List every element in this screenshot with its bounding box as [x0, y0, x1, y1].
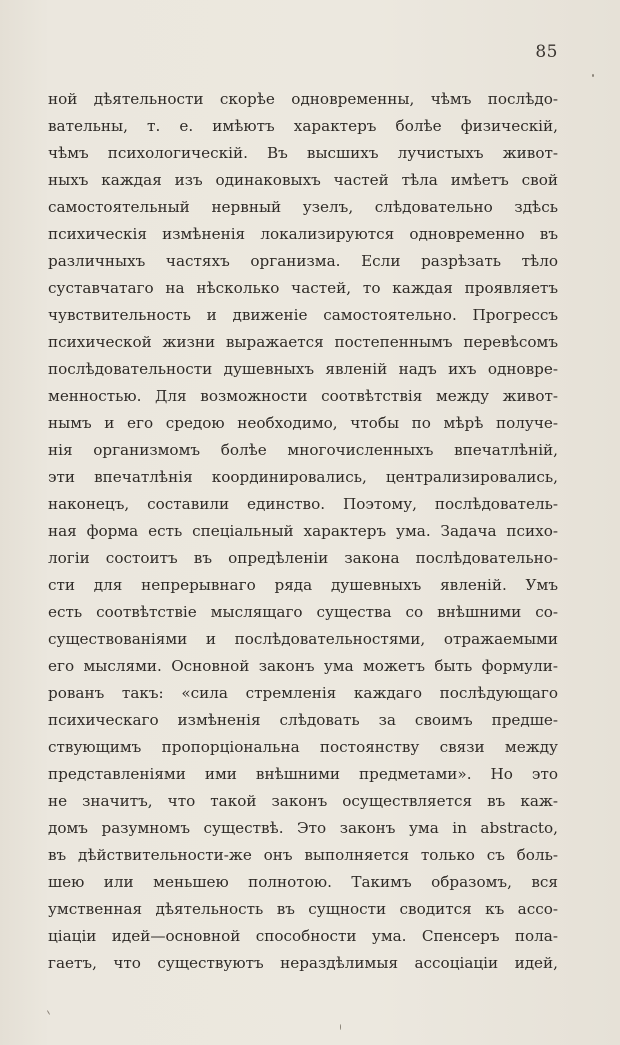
- text-line: ной дѣятельности скорѣе одновременны, чѣмъ послѣдо-: [48, 90, 558, 108]
- text-line: гаетъ, что существуютъ нераздѣлимыя ассоціаціи идей,: [48, 954, 558, 972]
- text-line: психическія измѣненія локализируются одновременно въ: [48, 225, 558, 243]
- text-line: самостоятельный нервный узелъ, слѣдовательно здѣсь: [48, 198, 558, 216]
- paper-speck: [47, 1010, 50, 1015]
- text-line: менностью. Для возможности соотвѣтствія между живот-: [48, 387, 558, 405]
- text-line: существованіями и послѣдовательностями, отражаемыми: [48, 630, 558, 648]
- text-line: ныхъ каждая изъ одинаковыхъ частей тѣла имѣетъ свой: [48, 171, 558, 189]
- text-line: нія организмомъ болѣе многочисленныхъ впечатлѣній,: [48, 441, 558, 459]
- text-line: логіи состоитъ въ опредѣленіи закона послѣдовательно-: [48, 549, 558, 567]
- text-line: не значитъ, что такой законъ осуществляется въ каж-: [48, 792, 558, 810]
- body-text: [48, 86, 558, 977]
- text-line: представленіями ими внѣшними предметами». Но это: [48, 765, 558, 783]
- text-line: шею или меньшею полнотою. Такимъ образомъ, вся: [48, 873, 558, 891]
- text-line: чувствительность и движеніе самостоятельно. Прогрессъ: [48, 306, 558, 324]
- text-line: чѣмъ психологическій. Въ высшихъ лучистыхъ живот-: [48, 144, 558, 162]
- text-line: домъ разумномъ существѣ. Это законъ ума in abstracto,: [48, 819, 558, 837]
- text-line: послѣдовательности душевныхъ явленій надъ ихъ одновре-: [48, 360, 558, 378]
- paper-speck: [340, 1024, 341, 1030]
- text-line: сти для непрерывнаго ряда душевныхъ явленій. Умъ: [48, 576, 558, 594]
- text-line: психическаго измѣненія слѣдовать за своимъ предше-: [48, 711, 558, 729]
- text-line: въ дѣйствительности-же онъ выполняется только съ боль-: [48, 846, 558, 864]
- text-line: наконецъ, составили единство. Поэтому, послѣдователь-: [48, 495, 558, 513]
- text-line: нымъ и его средою необходимо, чтобы по мѣрѣ получе-: [48, 414, 558, 432]
- text-line: ствующимъ пропорціональна постоянству связи между: [48, 738, 558, 756]
- paper-speck: [592, 74, 594, 77]
- text-line: психической жизни выражается постепеннымъ перевѣсомъ: [48, 333, 558, 351]
- text-line: есть соотвѣтствіе мыслящаго существа со внѣшними со-: [48, 603, 558, 621]
- text-line: умственная дѣятельность въ сущности сводится къ ассо-: [48, 900, 558, 918]
- text-line: вательны, т. е. имѣютъ характеръ болѣе физическій,: [48, 117, 558, 135]
- page-number: 85: [535, 42, 558, 62]
- text-line: различныхъ частяхъ организма. Если разрѣзать тѣло: [48, 252, 558, 270]
- text-line: рованъ такъ: «сила стремленія каждаго послѣдующаго: [48, 684, 558, 702]
- text-line: суставчатаго на нѣсколько частей, то каждая проявляетъ: [48, 279, 558, 297]
- text-line: ціаціи идей—основной способности ума. Спенсеръ пола-: [48, 927, 558, 945]
- text-line: эти впечатлѣнія координировались, централизировались,: [48, 468, 558, 486]
- text-line: его мыслями. Основной законъ ума можетъ быть формули-: [48, 657, 558, 675]
- text-line: ная форма есть спеціальный характеръ ума. Задача психо-: [48, 522, 558, 540]
